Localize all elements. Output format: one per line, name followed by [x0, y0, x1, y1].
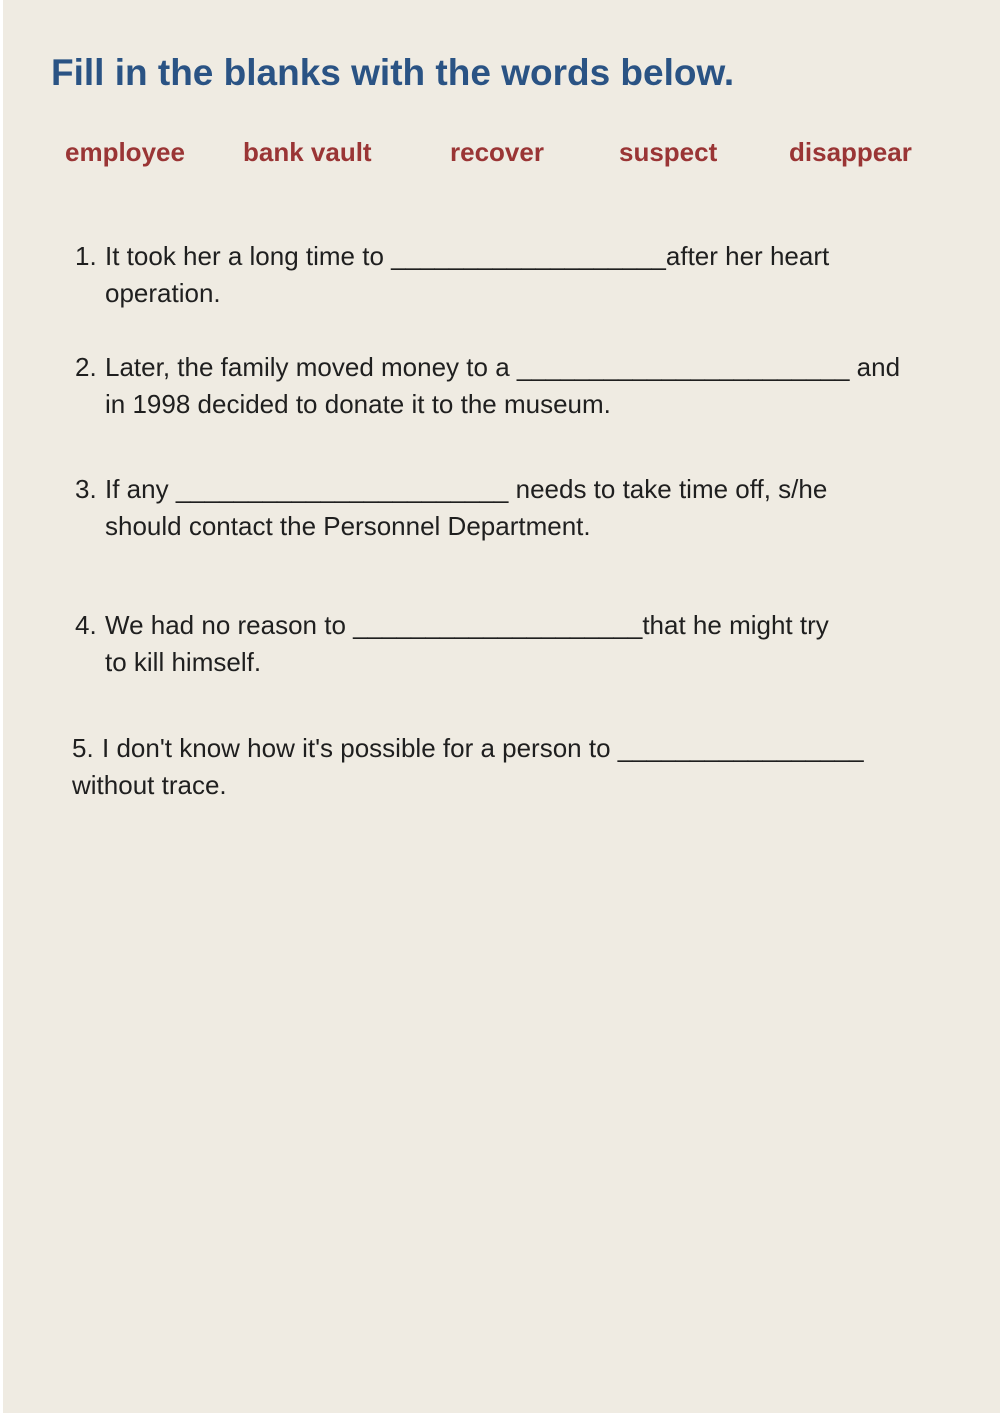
question-text-line1: We had no reason to ____________________that he might try — [105, 610, 829, 640]
word-bank-recover: recover — [450, 137, 544, 167]
word-bank-employee: employee — [65, 137, 185, 167]
question-text-line2: in 1998 decided to donate it to the museum. — [105, 389, 611, 419]
question-1 — [75, 238, 829, 312]
question-text-line1: I don't know how it's possible for a person to _________________ — [102, 733, 864, 763]
question-number: 1. — [75, 241, 97, 271]
question-3 — [75, 471, 827, 545]
question-number: 2. — [75, 352, 97, 382]
question-4 — [75, 607, 829, 681]
question-text-line1: Later, the family moved money to a _______________________ and — [105, 352, 901, 382]
question-text-line1: If any _______________________ needs to take time off, s/he — [105, 474, 828, 504]
question-number: 5. — [72, 733, 94, 763]
question-text-line2: to kill himself. — [105, 647, 262, 677]
question-number: 3. — [75, 474, 97, 504]
question-text-line1: It took her a long time to ___________________after her heart — [105, 241, 830, 271]
worksheet-title: Fill in the blanks with the words below. — [51, 52, 735, 93]
question-text-line2: should contact the Personnel Department. — [105, 511, 591, 541]
question-2 — [75, 349, 900, 423]
word-bank-bank-vault: bank vault — [243, 137, 372, 167]
question-text-line2: operation. — [105, 278, 221, 308]
word-bank-suspect: suspect — [619, 137, 718, 167]
question-text-line2: without trace. — [72, 770, 227, 800]
question-5 — [72, 730, 864, 804]
word-bank-disappear: disappear — [789, 137, 912, 167]
question-number: 4. — [75, 610, 97, 640]
worksheet-page — [3, 0, 1000, 1413]
